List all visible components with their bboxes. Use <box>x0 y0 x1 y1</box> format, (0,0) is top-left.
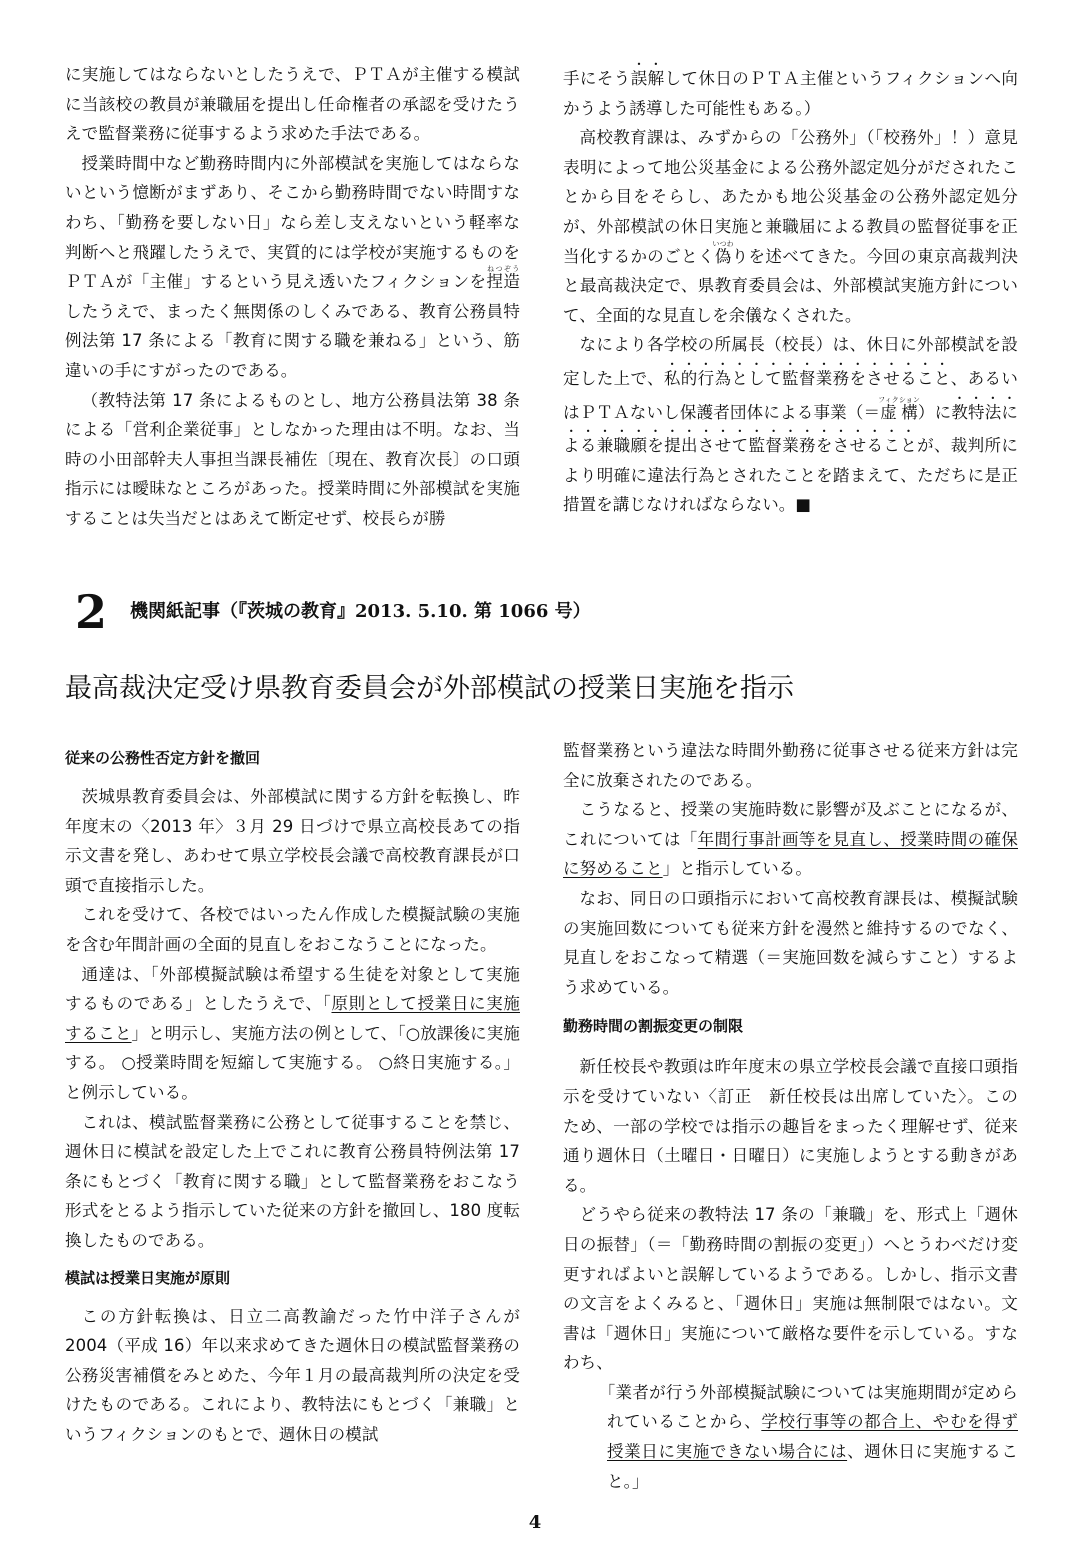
ruby-base: 捏造 <box>486 272 520 292</box>
subheading: 従来の公務性否定方針を撤回 <box>65 749 261 767</box>
article-right-column <box>563 736 1018 1496</box>
top-right-column <box>563 60 1018 520</box>
section-number: 2 <box>75 585 108 639</box>
ruby-netsuzo <box>486 265 520 292</box>
underlined-text: 年間行事計画等を見直し、授業時間の確保に努めること <box>563 829 1018 879</box>
emphasis-text: 私的行為として監督業務をさせること <box>663 368 951 388</box>
text-run: ）に <box>917 402 952 422</box>
paragraph: 監督業務という違法な時間外勤務に従事させる従来方針は完全に放棄されたのである。 <box>563 741 1018 790</box>
paragraph <box>65 149 520 386</box>
subheading: 勤務時間の割振変更の制限 <box>563 1017 744 1036</box>
page-number: 4 <box>528 1512 542 1533</box>
subheading: 模試は授業日実施が原則 <box>65 1268 231 1287</box>
ruby-fiction <box>878 395 920 422</box>
text-run: して休日のＰＴＡ主催というフィクションへ向かうよう誘導した可能性もある。） <box>563 69 1019 118</box>
ruby-reading: ねつぞう <box>486 265 520 274</box>
paragraph <box>563 330 1018 520</box>
text-run: 、あるいはＰＴＡないし保護者団体による事業（＝ <box>563 368 1019 422</box>
blockquote <box>563 1378 1018 1496</box>
paragraph <box>563 795 1018 884</box>
paragraph <box>563 60 1018 123</box>
paragraph: 新任校長や教頭は昨年度末の県立学校長会議で直接口頭指示を受けていない〈訂正 新任校長は出席していた〉。このため、一部の学校では指示の趣旨をまったく理解せず、従来通り週休日（土曜日・日曜日）に実施しようとする動きがある。 <box>563 1057 1018 1195</box>
ruby-itsuwari <box>712 239 734 266</box>
text-run: 通達は、「外部模擬試験は希望する生徒を対象として実施するものである」としたうえで、「 <box>65 964 520 1014</box>
paragraph: に実施してはならないとしたうえで、ＰＴＡが主催する模試に当該校の教員が兼職届を提出し任命権者の承認を受けたうえで監督業務に従事するよう求めた手法である。 <box>65 65 520 144</box>
paragraph <box>65 960 520 1108</box>
text-run: 高校教育課は、みずからの「公務外」（「校務外」！）意見表明によって地公災基金による公務外認定処分がだされたことから目をそらし、あたかも地公災基金の公務外認定処分が、外部模試の休日実施と兼職届による教員の監督従事を正当化するかのごとく <box>563 128 1018 266</box>
paragraph: なお、同日の口頭指示において高校教育課長は、模擬試験の実施回数についても従来方針を漫然と維持するのでなく、見直しをおこなって精選（＝実施回数を減らすこと）するよう求めている。 <box>563 888 1018 997</box>
emphasis-text: 誤解 <box>630 69 665 88</box>
article-left-column <box>65 748 520 1449</box>
paragraph: （教特法第 17 条によるものとし、地方公務員法第 38 条による「営利企業従事」としなかった理由は不明。なお、当時の小田部幹夫人事担当課長補佐〔現在、教育次長〕の口頭指示には曖昧なところがあった。授業時間に外部模試を実施することは失当だとはあえて断定せず、校長らが勝 <box>65 390 520 528</box>
paragraph: 茨城県教育委員会は、外部模試に関する方針を転換し、昨年度末の〈2013 年〉３月 29 日づけで県立高校長あての指示文書を発し、あわせて県立学校長会議で高校教育課長が口頭で直接指示した。 <box>65 787 520 895</box>
text-run: こうなると、授業の実施時数に影響が及ぶことになるが、これについては「 <box>563 800 1018 849</box>
paragraph <box>563 123 1018 330</box>
paragraph: これを受けて、各校ではいったん作成した模擬試験の実施を含む年間計画の全面的見直しをおこなうことになった。 <box>65 905 520 954</box>
ruby-reading: フィクション <box>878 395 920 404</box>
text-run: 手にそう <box>563 69 631 88</box>
ruby-reading: いつわ <box>712 239 734 248</box>
paragraph: どうやら従来の教特法 17 条の「兼職」を、形式上「週休日の振替」（＝「勤務時間の割振の変更」）へとうわべだけ変更すればよいと誤解しているようである。しかし、指示文書の文言をよくみると、「週休日」実施は無制限ではない。文書は「週休日」実施について厳格な要件を示している。すなわち、 <box>563 1205 1018 1373</box>
paragraph: この方針転換は、日立二高教諭だった竹中洋子さんが 2004（平成 16）年以来求めてきた週休日の模試監督業務の公務災害補償をみとめた、今年１月の最高裁判所の決定を受けたものである。これにより、教特法にもとづく「兼職」というフィクションのもとで、週休日の模試 <box>65 1306 520 1444</box>
text-run: 、週休日に実施すること。」 <box>607 1442 1019 1491</box>
text-run: 」と指示している。 <box>662 859 813 879</box>
underlined-text: 原則として授業日に実施すること <box>65 994 520 1043</box>
article-headline: 最高裁決定受け県教育委員会が外部模試の授業日実施を指示 <box>65 673 794 704</box>
text-run: 「業者が行う外部模擬試験については実施期間が定められていることから、 <box>598 1382 1018 1432</box>
quote-text <box>598 1378 1019 1496</box>
text-run: が、裁判所により明確に違法行為とされたことを踏まえて、ただちに是正措置を講じなければならない。■ <box>563 436 1018 515</box>
ruby-base: 偽 <box>712 246 734 266</box>
text-run: なにより各学校の所属長（校長）は、休日に外部模試を設定した上で、 <box>563 335 1018 388</box>
text-run: したうえで、まったく無関係のしくみである、教育公務員特例法第 17 条による「教育に関する職を兼ねる」という、筋違いの手にすがったのである。 <box>65 301 520 380</box>
paragraph: これは、模試監督業務に公務として従事することを禁じ、週休日に模試を設定した上でこれに教育公務員特例法第 17 条にもとづく「教育に関する職」として監督業務をおこなう形式をとるよう指示していた従来の方針を撤回し、180 度転換したものである。 <box>65 1112 520 1250</box>
top-left-column <box>65 60 520 534</box>
text-run: りを述べてきた。今回の東京高裁判決と最高裁決定で、県教育委員会は、外部模試実施方針について、全面的な見直しを余儀なくされた。 <box>563 246 1018 325</box>
section-label: 機関紙記事（『茨城の教育』2013. 5.10. 第 1066 号） <box>130 601 591 622</box>
text-run: 授業時間中など勤務時間内に外部模試を実施してはならないという憶断がまずあり、そこから勤務時間でない時間すなわち、「勤務を要しない日」なら差し支えないという軽率な判断へと飛躍したうえで、実質的には学校が実施するものをＰＴＡが「主催」するという見え透いたフィクションを <box>65 153 520 292</box>
text-run: 」と明示し、実施方法の例として、「○放課後に実施する。 ○授業時間を短縮して実施する。 ○終日実施する。」と例示している。 <box>65 1023 520 1102</box>
ruby-base: 虚構 <box>878 402 920 422</box>
emphasis-text: 教特法による兼職願を提出させて監督業務をさせること <box>563 402 1019 456</box>
underlined-text: 学校行事等の都合上、やむを得ず授業日に実施できない場合には <box>607 1412 1018 1462</box>
